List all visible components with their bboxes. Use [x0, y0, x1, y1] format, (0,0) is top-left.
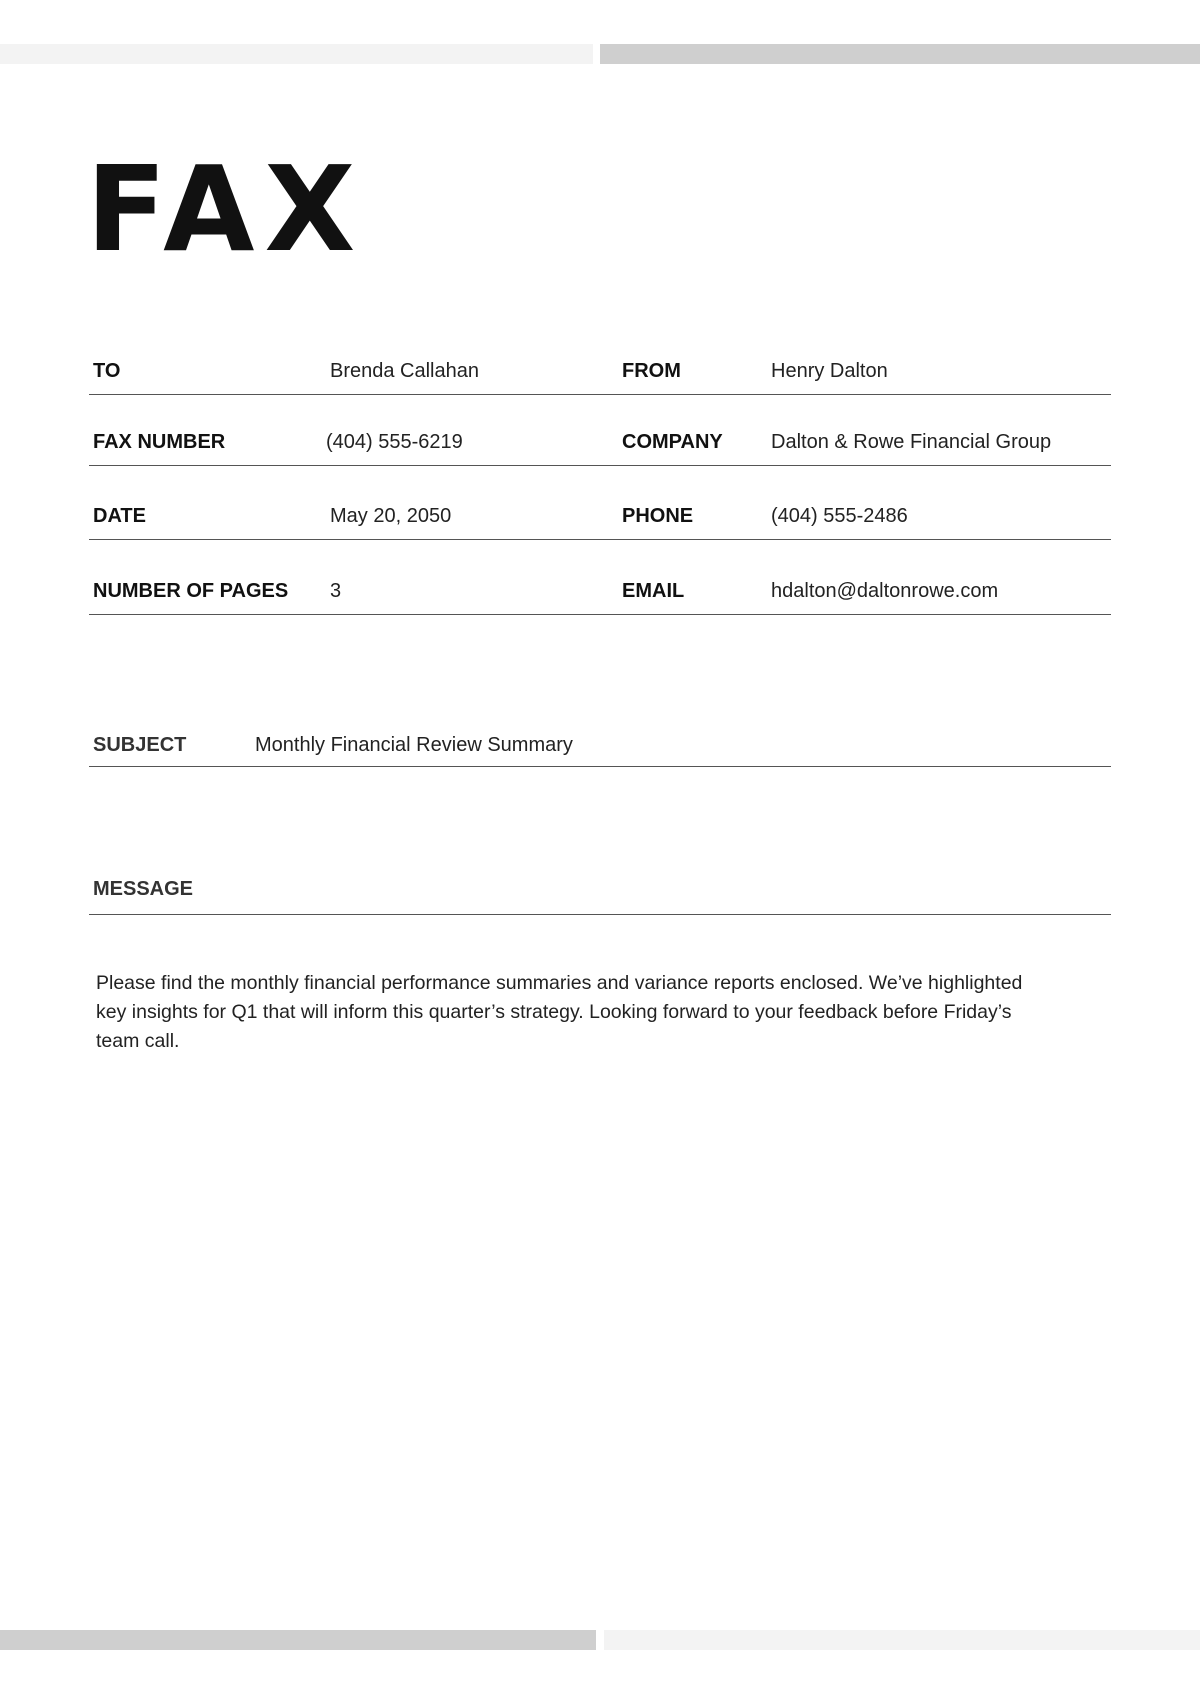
fax-number-value: (404) 555-6219	[326, 431, 463, 453]
from-value: Henry Dalton	[771, 360, 888, 382]
message-body: Please find the monthly financial performance summaries and variance reports enclosed. We’ve highlighted key insights for Q1 that will inform this quarter’s strategy. Looking forward to your feedback before Friday’s team call.	[96, 972, 1023, 1052]
bottom-decorative-bar-dark	[0, 1630, 596, 1650]
info-row-fax-company	[89, 429, 1111, 466]
to-label: TO	[93, 360, 121, 382]
message-header-row	[89, 876, 1111, 915]
subject-row	[89, 732, 1111, 767]
info-row-date-phone	[89, 503, 1111, 540]
message-label: MESSAGE	[93, 878, 194, 900]
phone-value: (404) 555-2486	[771, 505, 908, 527]
subject-value: Monthly Financial Review Summary	[255, 734, 573, 756]
info-row-to-from	[89, 358, 1111, 395]
company-label: COMPANY	[622, 431, 723, 453]
pages-value: 3	[330, 580, 342, 602]
info-row-pages-email	[89, 578, 1111, 615]
pages-label: NUMBER OF PAGES	[93, 580, 289, 602]
fax-number-label: FAX NUMBER	[93, 431, 226, 453]
top-decorative-bar-light	[0, 44, 593, 64]
subject-label: SUBJECT	[93, 734, 187, 756]
phone-label: PHONE	[622, 505, 694, 527]
email-value: hdalton@daltonrowe.com	[771, 580, 999, 602]
bottom-decorative-bar-light	[604, 1630, 1200, 1650]
fax-title: FAX	[86, 140, 366, 278]
date-value: May 20, 2050	[330, 505, 452, 527]
from-label: FROM	[622, 360, 681, 382]
to-value: Brenda Callahan	[330, 360, 479, 382]
top-decorative-bar-dark	[600, 44, 1200, 64]
email-label: EMAIL	[622, 580, 685, 602]
company-value: Dalton & Rowe Financial Group	[771, 431, 1052, 453]
date-label: DATE	[93, 505, 146, 527]
